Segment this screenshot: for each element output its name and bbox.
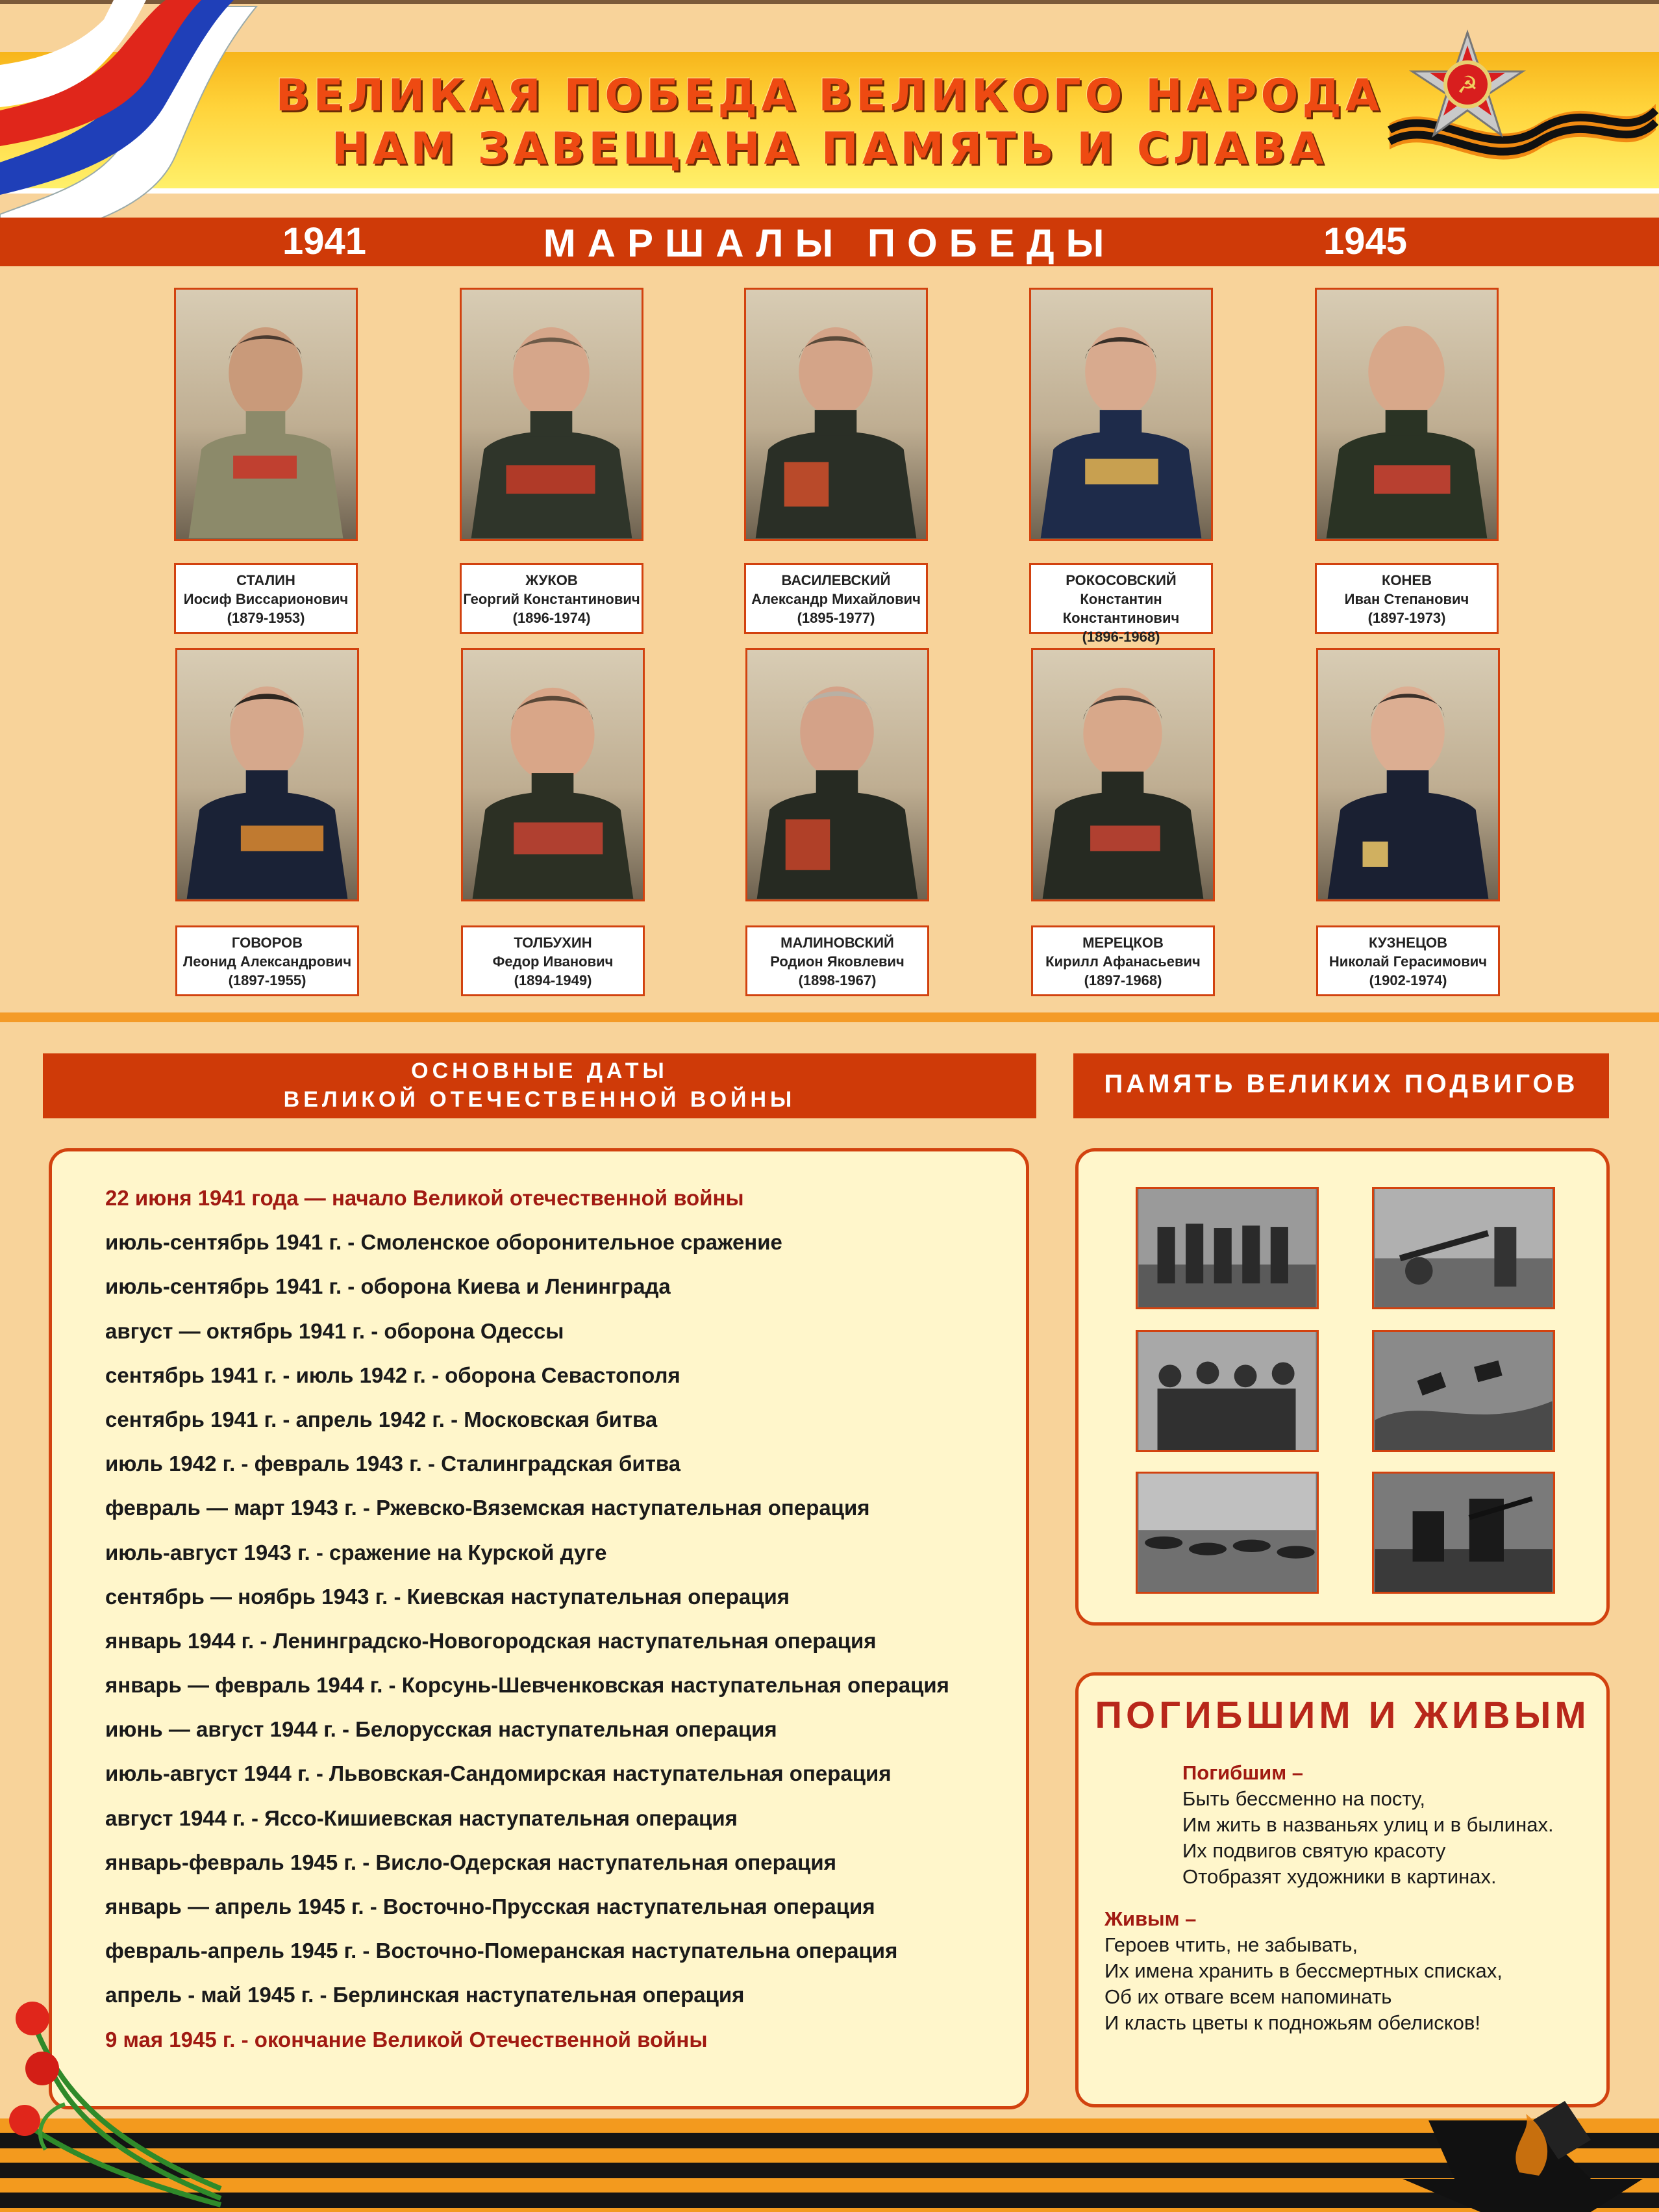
marshal-name: Иосиф Виссарионович bbox=[183, 591, 349, 607]
marshal-portrait-icon bbox=[463, 650, 643, 899]
date-item: январь 1944 г. - Ленинградско-Новогородская наступательная операция bbox=[105, 1628, 877, 1653]
marshal-name-plate bbox=[460, 563, 643, 634]
date-item: 9 мая 1945 г. - окончание Великой Отечественной войны bbox=[105, 2027, 708, 2052]
year-start: 1941 bbox=[282, 220, 367, 262]
soldiers-group-photo-icon bbox=[1138, 1332, 1317, 1450]
memory-title: ПАМЯТЬ ВЕЛИКИХ ПОДВИГОВ bbox=[1104, 1070, 1578, 1098]
portrait-image bbox=[461, 648, 645, 901]
dates-panel bbox=[49, 1148, 1029, 2109]
marshal-years: (1894-1949) bbox=[514, 972, 592, 988]
memory-photos-panel bbox=[1075, 1148, 1610, 1626]
marshal-surname: ВАСИЛЕВСКИЙ bbox=[781, 572, 891, 588]
poem-line: Отобразят художники в картинах. bbox=[1182, 1865, 1497, 1888]
marshal-portrait-icon bbox=[176, 290, 356, 539]
poem-stanza-head: Живым – bbox=[1104, 1907, 1197, 1930]
carnations-icon bbox=[6, 1994, 240, 2212]
date-item: июль-сентябрь 1941 г. - Смоленское оборонительное сражение bbox=[105, 1230, 782, 1255]
marshal-name-plate bbox=[1029, 563, 1213, 645]
date-item: 22 июня 1941 года — начало Великой отечественной войны bbox=[105, 1186, 744, 1210]
dates-list bbox=[105, 1176, 949, 2062]
poem-line: И класть цветы к подножьям обелисков! bbox=[1104, 2011, 1480, 2034]
date-item: июль-август 1943 г. - сражение на Курской дуге bbox=[105, 1540, 607, 1565]
marshal-portrait-icon bbox=[746, 290, 926, 539]
marshal-name-plate bbox=[1315, 563, 1499, 634]
marshal-name: Иван Степанович bbox=[1344, 591, 1469, 607]
date-item: август — октябрь 1941 г. - оборона Одессы bbox=[105, 1318, 564, 1343]
war-photo bbox=[1372, 1472, 1555, 1594]
marshal-years: (1895-1977) bbox=[797, 610, 875, 626]
poem-panel bbox=[1075, 1672, 1610, 2107]
marshal-name-plate bbox=[1316, 925, 1500, 996]
date-item: апрель - май 1945 г. - Берлинская наступательная операция bbox=[105, 1983, 745, 2007]
date-item: июнь — август 1944 г. - Белорусская наступательная операция bbox=[105, 1717, 777, 1742]
portrait-image bbox=[1031, 648, 1215, 901]
marshal-name-plate bbox=[744, 563, 928, 634]
marshal-years: (1902-1974) bbox=[1369, 972, 1447, 988]
date-item: январь-февраль 1945 г. - Висло-Одерская наступательная операция bbox=[105, 1850, 836, 1874]
section-separator bbox=[0, 1012, 1659, 1022]
marshal-portrait-icon bbox=[747, 650, 927, 899]
marshal-surname: СТАЛИН bbox=[236, 572, 295, 588]
marshal-surname: МЕРЕЦКОВ bbox=[1082, 935, 1164, 951]
header-title-line-2: НАМ ЗАВЕЩАНА ПАМЯТЬ И СЛАВА bbox=[331, 123, 1328, 175]
war-photo bbox=[1136, 1472, 1319, 1594]
marshal-name: Федор Иванович bbox=[492, 953, 614, 970]
marshal-surname: КОНЕВ bbox=[1382, 572, 1432, 588]
svg-text:☭: ☭ bbox=[1456, 72, 1478, 99]
marshals-title: МАРШАЛЫ ПОБЕДЫ bbox=[543, 221, 1116, 265]
date-item: июль 1942 г. - февраль 1943 г. - Сталинградская битва bbox=[105, 1452, 681, 1476]
date-item: февраль — март 1943 г. - Ржевско-Вяземская наступательная операция bbox=[105, 1496, 870, 1520]
marshal-name: Кирилл Афанасьевич bbox=[1045, 953, 1201, 970]
marshal-portrait-icon bbox=[1033, 650, 1213, 899]
portrait-image bbox=[1029, 288, 1213, 541]
poem-line: Их подвигов святую красоту bbox=[1182, 1839, 1446, 1862]
eternal-flame-star-icon bbox=[1396, 2101, 1659, 2212]
date-item: сентябрь 1941 г. - июль 1942 г. - оборона Севастополя bbox=[105, 1363, 680, 1387]
portrait-image bbox=[1316, 648, 1500, 901]
marshal-years: (1898-1967) bbox=[798, 972, 877, 988]
marshal-surname: ЖУКОВ bbox=[525, 572, 578, 588]
poem-stanza-living bbox=[1104, 1906, 1503, 2036]
poem-line: Им жить в названьях улиц и в былинах. bbox=[1182, 1813, 1554, 1836]
marshal-portrait-icon bbox=[177, 650, 357, 899]
marshal-years: (1897-1968) bbox=[1084, 972, 1162, 988]
marshal-name-plate bbox=[461, 925, 645, 996]
portrait-image bbox=[175, 648, 359, 901]
marshal-surname: РОКОСОВСКИЙ bbox=[1066, 572, 1177, 588]
marshal-name-plate bbox=[174, 563, 358, 634]
portrait-image bbox=[174, 288, 358, 541]
portrait-image bbox=[745, 648, 929, 901]
poem-stanza-head: Погибшим – bbox=[1182, 1761, 1304, 1784]
poem-line: Об их отваге всем напоминать bbox=[1104, 1985, 1392, 2008]
marshal-name: Леонид Александрович bbox=[182, 953, 352, 970]
marshal-years: (1897-1955) bbox=[228, 972, 306, 988]
marshal-portrait-icon bbox=[1317, 290, 1497, 539]
date-item: январь — февраль 1944 г. - Корсунь-Шевченковская наступательная операция bbox=[105, 1673, 949, 1698]
war-photo bbox=[1372, 1330, 1555, 1452]
marshal-name-plate bbox=[175, 925, 359, 996]
header-title-line-1: ВЕЛИКАЯ ПОБЕДА ВЕЛИКОГО НАРОДА bbox=[275, 70, 1384, 121]
date-item: июль-сентябрь 1941 г. - оборона Киева и Ленинграда bbox=[105, 1274, 671, 1299]
marshal-years: (1897-1973) bbox=[1367, 610, 1446, 626]
poem-line: Героев чтить, не забывать, bbox=[1104, 1933, 1358, 1956]
infantry-line-photo-icon bbox=[1138, 1474, 1317, 1592]
dates-title-bar bbox=[43, 1053, 1036, 1118]
marshal-years: (1896-1974) bbox=[512, 610, 591, 626]
war-photo bbox=[1136, 1330, 1319, 1452]
marshal-surname: КУЗНЕЦОВ bbox=[1368, 935, 1448, 951]
war-photo bbox=[1136, 1187, 1319, 1309]
date-item: февраль-апрель 1945 г. - Восточно-Померанская наступательна операция bbox=[105, 1939, 898, 1963]
machine-gun-photo-icon bbox=[1374, 1474, 1553, 1592]
marshal-name-plate bbox=[745, 925, 929, 996]
portrait-image bbox=[1315, 288, 1499, 541]
poem-title: ПОГИБШИМ И ЖИВЫМ bbox=[1095, 1694, 1590, 1737]
marshal-name: Константин Константинович bbox=[1062, 591, 1180, 626]
marshal-years: (1879-1953) bbox=[227, 610, 305, 626]
marshal-portrait-icon bbox=[1318, 650, 1498, 899]
marshal-surname: ГОВОРОВ bbox=[231, 935, 303, 951]
memory-title-bar bbox=[1073, 1053, 1609, 1118]
date-item: сентябрь 1941 г. - апрель 1942 г. - Московская битва bbox=[105, 1407, 658, 1431]
dates-title-line-1: ОСНОВНЫЕ ДАТЫ bbox=[411, 1059, 668, 1083]
date-item: июль-август 1944 г. - Львовская-Сандомирская наступательная операция bbox=[105, 1761, 892, 1786]
date-item: январь — апрель 1945 г. - Восточно-Прусская наступательная операция bbox=[105, 1894, 875, 1918]
poem-stanza-fallen bbox=[1182, 1760, 1554, 1890]
artillery-photo-icon bbox=[1374, 1189, 1553, 1307]
soldiers-photo-icon bbox=[1138, 1189, 1317, 1307]
portrait-image bbox=[744, 288, 928, 541]
dates-title-line-2: ВЕЛИКОЙ ОТЕЧЕСТВЕННОЙ ВОЙНЫ bbox=[283, 1087, 796, 1112]
marshal-portrait-icon bbox=[1031, 290, 1211, 539]
marshal-name: Александр Михайлович bbox=[751, 591, 921, 607]
date-item: август 1944 г. - Яссо-Кишиевская наступательная операция bbox=[105, 1805, 738, 1830]
marshal-name-plate bbox=[1031, 925, 1215, 996]
marshal-surname: МАЛИНОВСКИЙ bbox=[780, 935, 894, 951]
date-item: сентябрь — ноябрь 1943 г. - Киевская наступательная операция bbox=[105, 1584, 790, 1609]
marshal-surname: ТОЛБУХИН bbox=[514, 935, 592, 951]
portrait-image bbox=[460, 288, 643, 541]
marshal-name: Родион Яковлевич bbox=[770, 953, 904, 970]
marshal-name: Николай Герасимович bbox=[1328, 953, 1488, 970]
marshal-name: Георгий Константинович bbox=[463, 591, 640, 607]
poem-line: Быть бессменно на посту, bbox=[1182, 1787, 1425, 1810]
war-photo bbox=[1372, 1187, 1555, 1309]
trench-attack-photo-icon bbox=[1374, 1332, 1553, 1450]
year-end: 1945 bbox=[1323, 220, 1408, 262]
marshal-portrait-icon bbox=[462, 290, 642, 539]
poem-line: Их имена хранить в бессмертных списках, bbox=[1104, 1959, 1503, 1982]
marshal-years: (1896-1968) bbox=[1082, 629, 1160, 645]
